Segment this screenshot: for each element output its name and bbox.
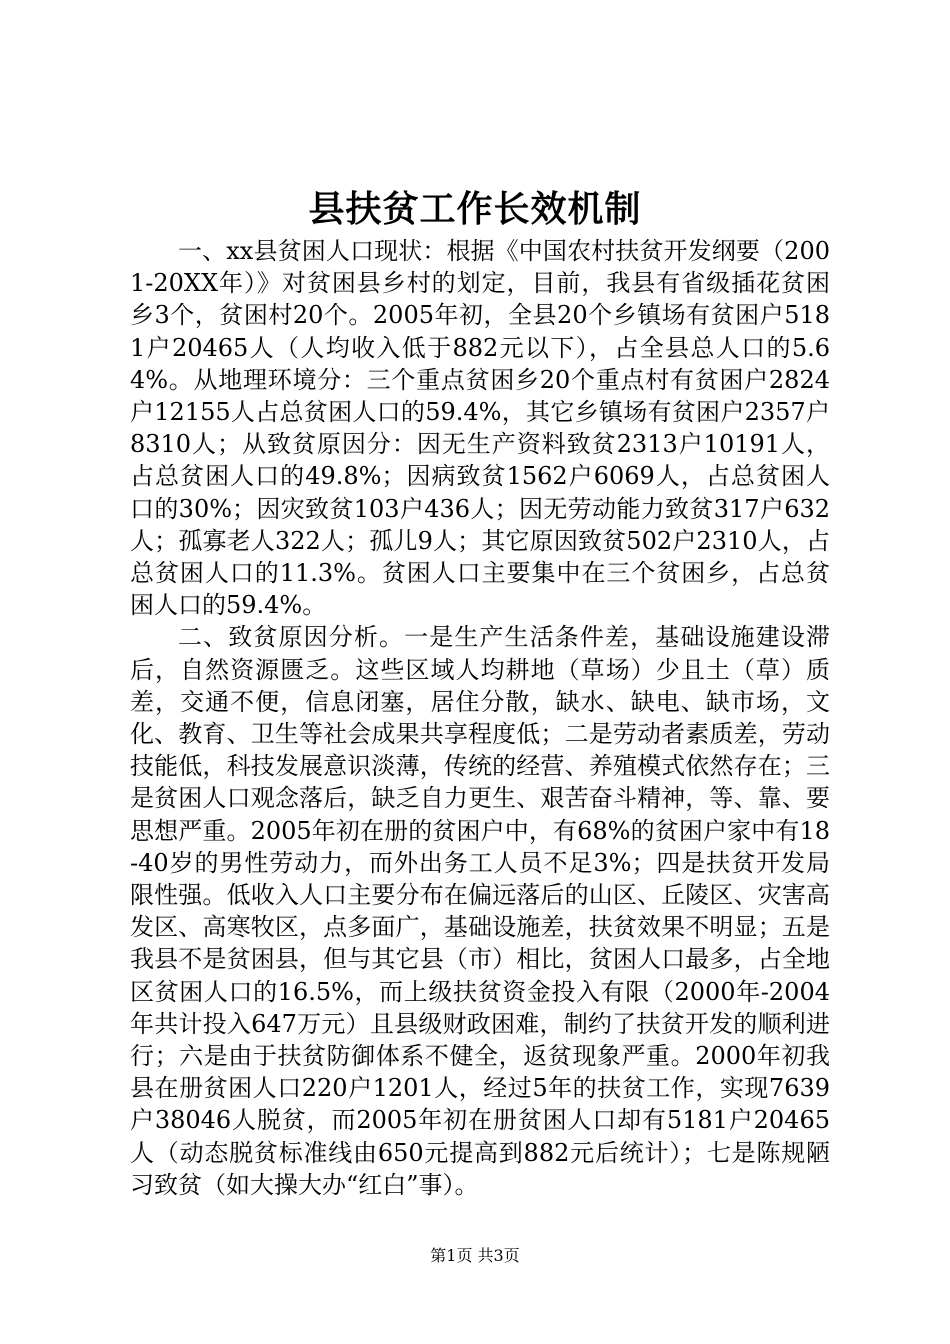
paragraph-poverty-causes: 二、致贫原因分析。一是生产生活条件差，基础设施建设滞后，自然资源匮乏。这些区域人均耕地（草场）少且土（草）质差，交通不便，信息闭塞，居住分散，缺水、缺电、缺市场，文化、教育、卫生等社会成果共享程度低；二是劳动者素质差，劳动技能低，科技发展意识淡薄，传统的经营、养殖模式依然存在；三是贫困人口观念落后，缺乏自力更生、艰苦奋斗精神，等、靠、要思想严重。2005年初在册的贫困户中，有68%的贫困户家中有18-40岁的男性劳动力，而外出务工人员不足3%；四是扶贫开发局限性强。低收入人口主要分布在偏远落后的山区、丘陵区、灾害高发区、高寒牧区，点多面广，基础设施差，扶贫效果不明显；五是我县不是贫困县，但与其它县（市）相比，贫困人口最多，占全地区贫困人口的16.5%，而上级扶贫资金投入有限（2000年-2004年共计投入647万元）且县级财政困难，制约了扶贫开发的顺利进行；六是由于扶贫防御体系不健全，返贫现象严重。2000年初我县在册贫困人口220户1201人，经过5年的扶贫工作，实现7639户38046人脱贫，而2005年初在册贫困人口却有5181户20465人（动态脱贫标准线由650元提高到882元后统计）；七是陈规陋习致贫（如大操大办“红白”事）。 xyxy=(130,623,830,1199)
paragraph-poverty-status: 一、xx县贫困人口现状：根据《中国农村扶贫开发纲要（2001-20XX年）》对贫困县乡村的划定，目前，我县有省级插花贫困乡3个，贫困村20个。2005年初，全县20个乡镇场有贫困户5181户20465人（人均收入低于882元以下），占全县总人口的5.64%。从地理环境分：三个重点贫困乡20个重点村有贫困户2824户12155人占总贫困人口的59.4%，其它乡镇场有贫困户2357户8310人；从致贫原因分：因无生产资料致贫2313户10191人，占总贫困人口的49.8%；因病致贫1562户6069人，占总贫困人口的30%；因灾致贫103户436人；因无劳动能力致贫317户632人；孤寡老人322人；孤儿9人；其它原因致贫502户2310人，占总贫困人口的11.3%。贫困人口主要集中在三个贫困乡，占总贫困人口的59.4%。 xyxy=(130,237,830,620)
document-title: 县扶贫工作长效机制 xyxy=(308,188,642,230)
document-body xyxy=(130,235,830,1201)
page-footer: 第1页 共3页 xyxy=(430,1246,520,1265)
